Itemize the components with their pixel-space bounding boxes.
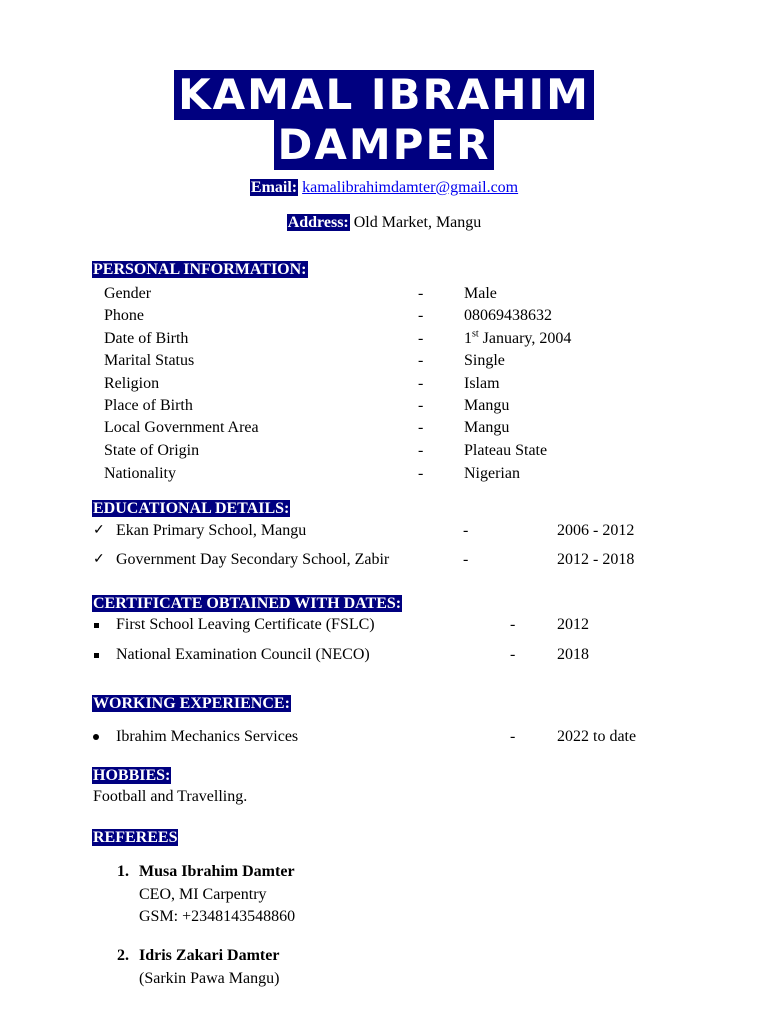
personal-sep: - [418, 442, 424, 459]
round-bullet-icon [93, 734, 99, 740]
personal-label: Gender [104, 285, 152, 302]
education-years: 2012 - 2018 [557, 551, 635, 568]
personal-label: Phone [104, 307, 144, 324]
certificate-year: 2018 [557, 646, 589, 663]
education-heading: EDUCATIONAL DETAILS: [93, 500, 290, 517]
work-period: 2022 to date [557, 728, 637, 745]
email-line [0, 178, 768, 198]
personal-value: Islam [464, 375, 500, 392]
personal-value: 08069438632 [464, 307, 552, 324]
personal-heading: PERSONAL INFORMATION: [93, 261, 307, 278]
personal-label: State of Origin [104, 442, 200, 459]
certificate-name: National Examination Council (NECO) [116, 646, 370, 663]
referee-number: 1. [117, 863, 129, 880]
education-sep: - [463, 522, 469, 539]
personal-sep: - [418, 465, 424, 482]
education-years: 2006 - 2012 [557, 522, 635, 539]
address-line [0, 213, 768, 233]
certificate-sep: - [510, 646, 516, 663]
hobbies-heading: HOBBIES: [93, 767, 171, 784]
referee-name: Idris Zakari Damter [139, 947, 280, 964]
education-sep: - [463, 551, 469, 568]
referees-heading: REFEREES [93, 829, 178, 846]
personal-value: Male [464, 285, 497, 302]
personal-value: Plateau State [464, 442, 548, 459]
personal-value: Mangu [464, 397, 510, 414]
work-heading: WORKING EXPERIENCE: [93, 695, 290, 712]
certificate-sep: - [510, 616, 516, 633]
personal-value: Mangu [464, 419, 510, 436]
certificate-name: First School Leaving Certificate (FSLC) [116, 616, 375, 633]
education-school: Ekan Primary School, Mangu [116, 522, 307, 539]
referee-detail: (Sarkin Pawa Mangu) [139, 970, 280, 987]
check-icon: ✓ [93, 552, 105, 567]
certificates-heading: CERTIFICATE OBTAINED WITH DATES: [93, 595, 402, 612]
certificate-year: 2012 [557, 616, 589, 633]
personal-label: Place of Birth [104, 397, 193, 414]
work-name: Ibrahim Mechanics Services [116, 728, 299, 745]
address-label: Address: [287, 214, 349, 231]
personal-value: Single [464, 352, 505, 369]
personal-sep: - [418, 397, 424, 414]
email-link[interactable]: kamalibrahimdamter@gmail.com [302, 179, 519, 196]
square-bullet-icon [94, 653, 99, 658]
square-bullet-icon [94, 623, 99, 628]
hobbies-text: Football and Travelling. [93, 788, 248, 805]
referee-detail: GSM: +2348143548860 [139, 908, 296, 925]
personal-value: Nigerian [464, 465, 520, 482]
referee-name: Musa Ibrahim Damter [139, 863, 295, 880]
referee-number: 2. [117, 947, 129, 964]
personal-label: Religion [104, 375, 160, 392]
personal-label: Local Government Area [104, 419, 259, 436]
personal-value: 1st January, 2004 [464, 328, 572, 347]
personal-sep: - [418, 352, 424, 369]
personal-sep: - [418, 330, 424, 347]
work-sep: - [510, 728, 516, 745]
name-header [0, 70, 768, 170]
personal-sep: - [418, 307, 424, 324]
education-school: Government Day Secondary School, Zabir [116, 551, 390, 568]
personal-label: Marital Status [104, 352, 195, 369]
address-value: Old Market, Mangu [353, 214, 482, 231]
personal-sep: - [418, 419, 424, 436]
email-label: Email: [250, 179, 298, 196]
name-line-1: KAMAL IBRAHIM [174, 70, 594, 120]
personal-sep: - [418, 375, 424, 392]
personal-label: Nationality [104, 465, 176, 482]
name-line-2: DAMPER [274, 120, 495, 170]
check-icon: ✓ [93, 523, 105, 538]
personal-label: Date of Birth [104, 330, 189, 347]
referee-detail: CEO, MI Carpentry [139, 886, 267, 903]
personal-sep: - [418, 285, 424, 302]
